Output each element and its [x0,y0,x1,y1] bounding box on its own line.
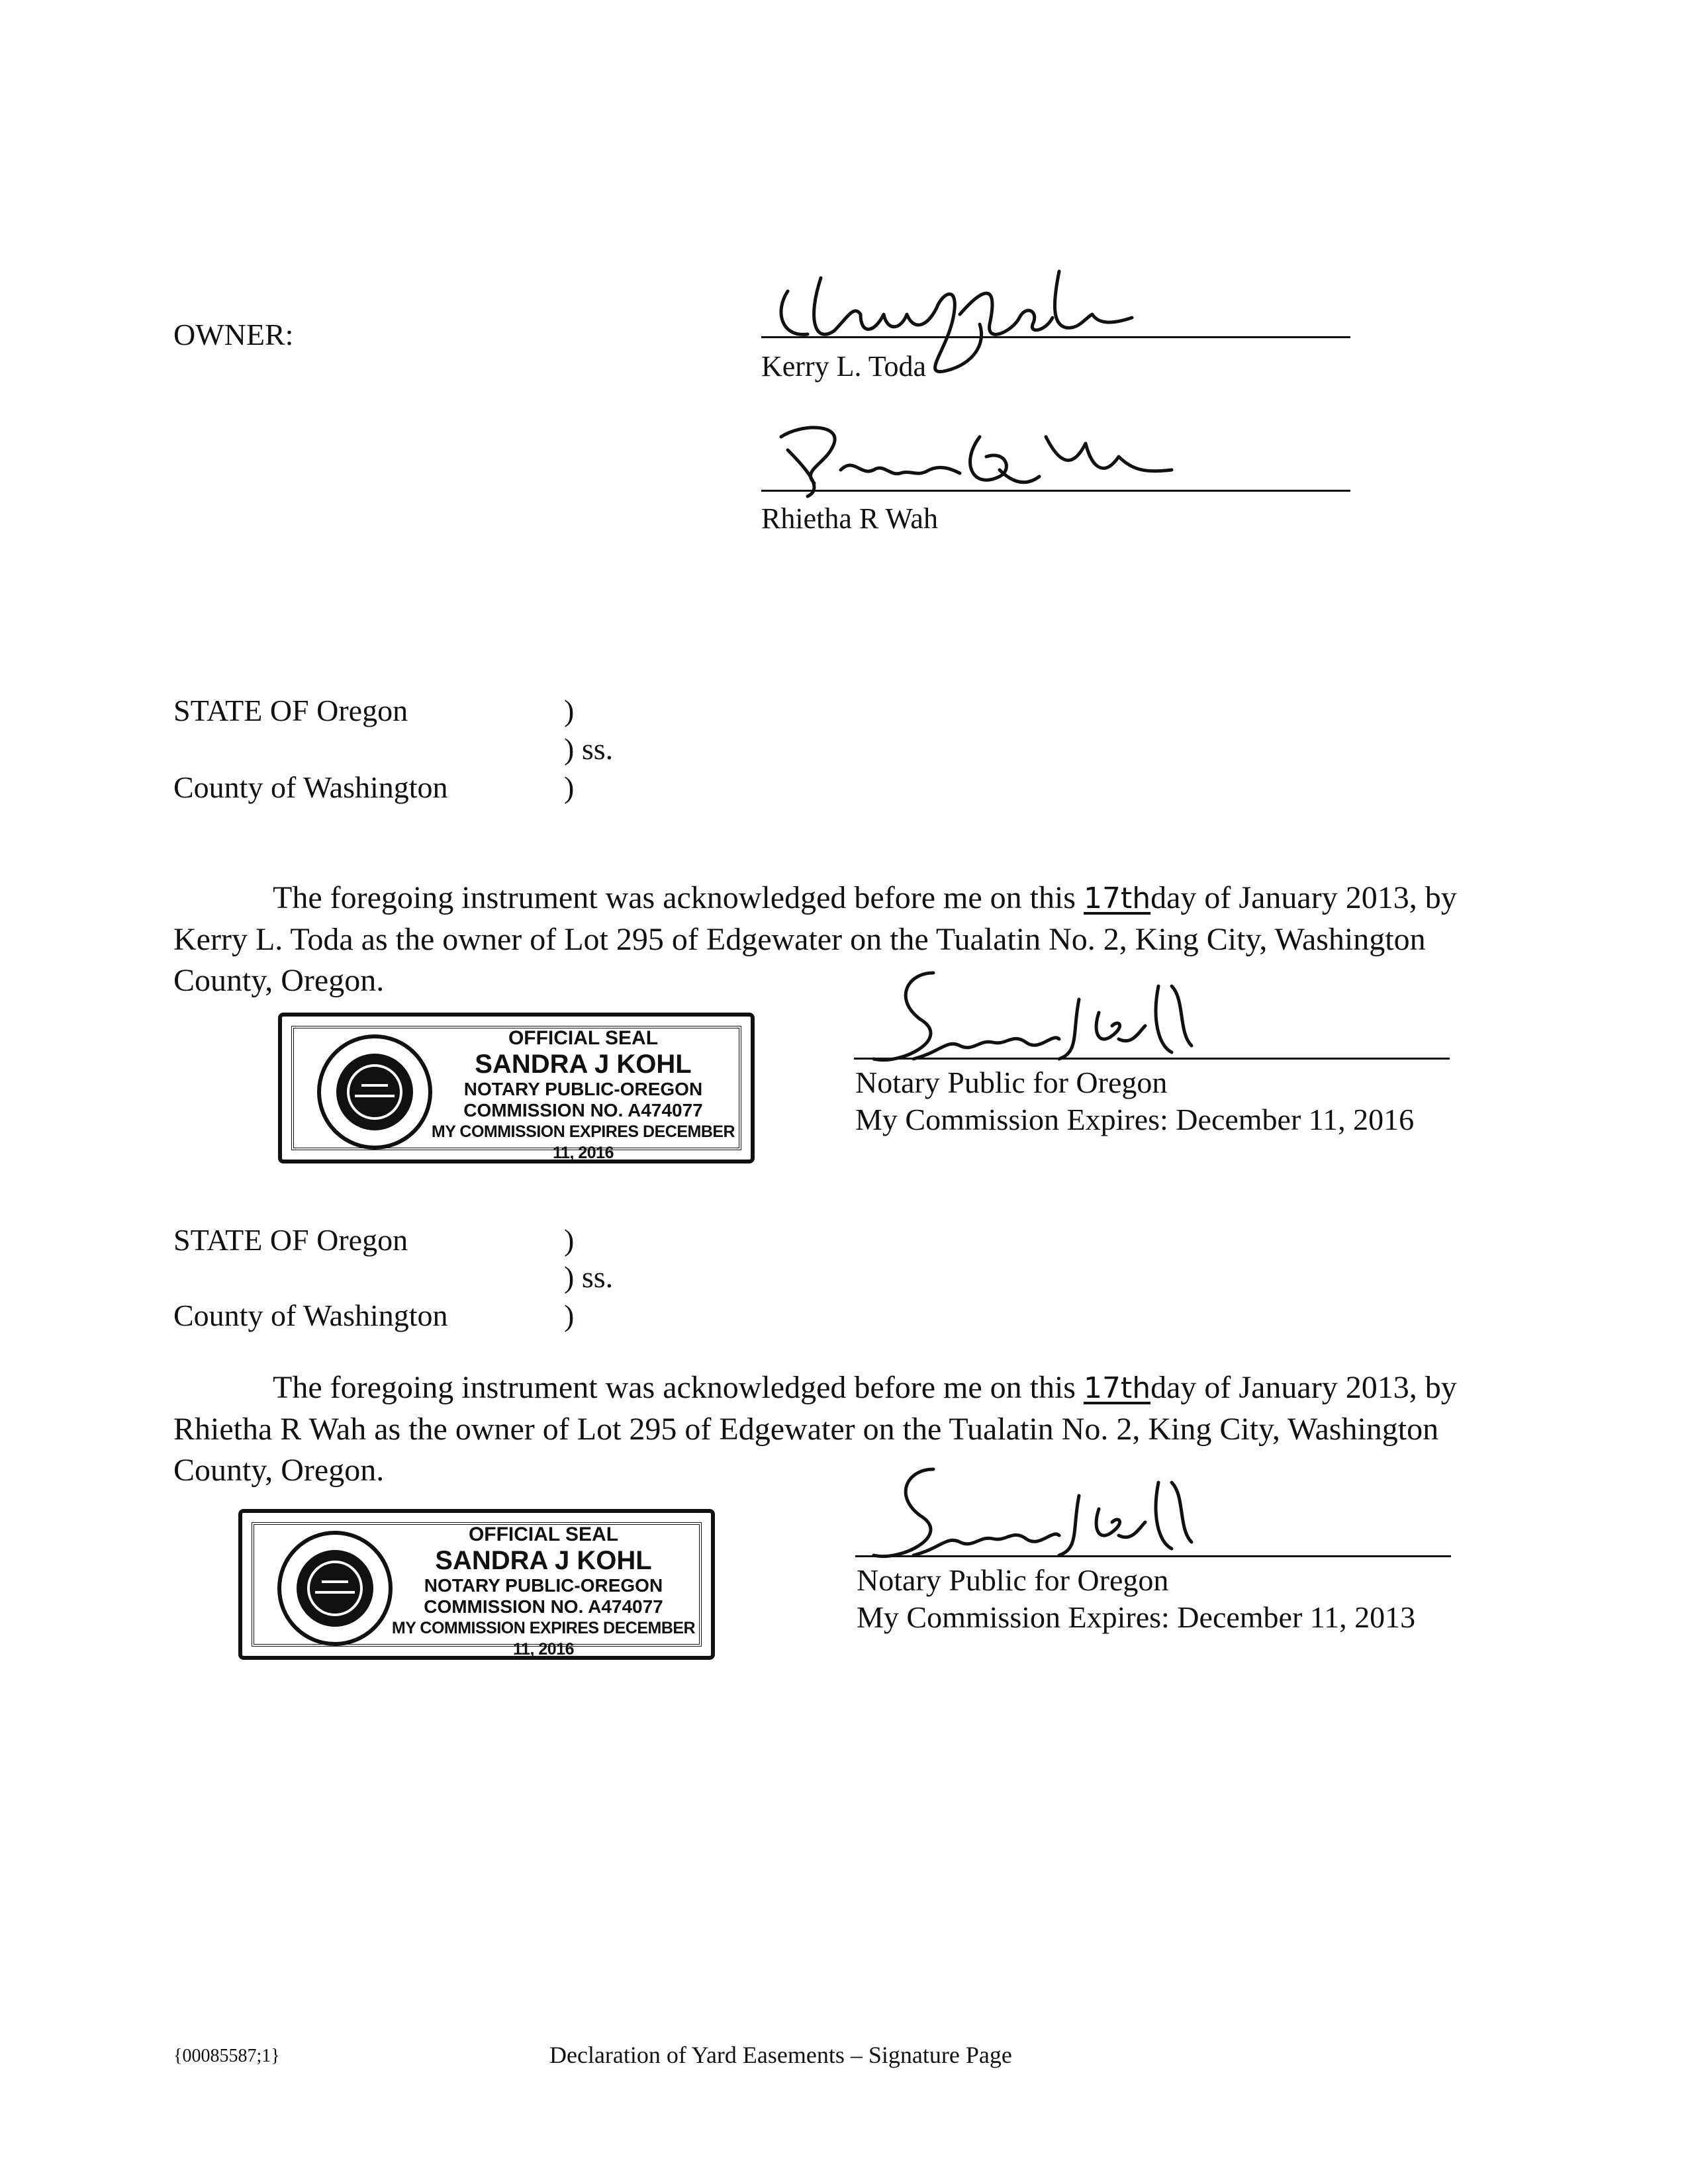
signer-name-rhietha: Rhietha R Wah [761,502,938,535]
rhietha-wah-signature [761,410,1211,503]
notary-title-2: Notary Public for Oregon [857,1563,1169,1597]
footer-title: Declaration of Yard Easements – Signature Page [549,2042,1012,2068]
paren-1b: ) [564,770,575,804]
seal-line-name-2: SANDRA J KOHL [435,1546,652,1575]
signature-line-kerry [761,336,1350,338]
state-label-2: STATE OF Oregon [173,1223,408,1257]
ack-text-after-day-2: day of January 2013, by Rhietha R Wah as the owner of Lot 295 of Edgewater on the Tualatin No. 2, King City, Washington County, Oregon. [173,1370,1457,1488]
commission-expires-2: My Commission Expires: December 11, 2013 [857,1600,1416,1634]
seal-line-expires-1: MY COMMISSION EXPIRES DECEMBER 11, 2016 [431,1122,735,1162]
seal-line-official-1: OFFICIAL SEAL [508,1027,659,1049]
notary-signature-line-1 [854,1058,1450,1060]
signature-line-rhietha [761,490,1350,492]
county-label-2: County of Washington [173,1298,448,1332]
paren-1a: ) [564,694,575,727]
seal-line-official-2: OFFICIAL SEAL [468,1524,619,1545]
owner-label: OWNER: [173,318,294,351]
notary-seal-2 [238,1509,715,1660]
seal-line-title-1: NOTARY PUBLIC-OREGON [463,1079,703,1099]
paren-2b: ) [564,1298,575,1332]
ack-text-before-day-2: The foregoing instrument was acknowledged before me on this [273,1370,1084,1405]
seal-line-commission-2: COMMISSION NO. A474077 [424,1596,663,1617]
seal-line-expires-2: MY COMMISSION EXPIRES DECEMBER 11, 2016 [391,1619,696,1659]
acknowledgment-paragraph-2 [173,1367,1511,1491]
ss-1: ) ss. [564,732,614,766]
state-seal-emblem-icon [275,1529,395,1648]
acknowledgment-paragraph-1 [173,878,1511,1001]
county-label-1: County of Washington [173,770,448,804]
seal-line-name-1: SANDRA J KOHL [475,1050,692,1079]
state-seal-emblem-icon [315,1032,434,1152]
footer-document-id: {00085587;1} [173,2046,280,2066]
notary-title-1: Notary Public for Oregon [855,1066,1168,1099]
paren-2a: ) [564,1223,575,1257]
state-label-1: STATE OF Oregon [173,694,408,727]
seal-line-commission-1: COMMISSION NO. A474077 [463,1100,703,1120]
ss-2: ) ss. [564,1260,614,1294]
handwritten-day-1: 17th [1083,882,1151,915]
notary-seal-1 [278,1013,755,1163]
ack-text-before-day-1: The foregoing instrument was acknowledged before me on this [273,880,1084,915]
notary-signature-line-2 [855,1555,1451,1557]
commission-expires-1: My Commission Expires: December 11, 2016 [855,1103,1415,1136]
handwritten-day-2: 17th [1083,1371,1151,1405]
seal-line-title-2: NOTARY PUBLIC-OREGON [424,1575,663,1596]
ack-text-after-day-1: day of January 2013, by Kerry L. Toda as the owner of Lot 295 of Edgewater on the Tualatin No. 2, King City, Washington County, Oregon. [173,880,1457,998]
signer-name-kerry: Kerry L. Toda [761,350,927,383]
